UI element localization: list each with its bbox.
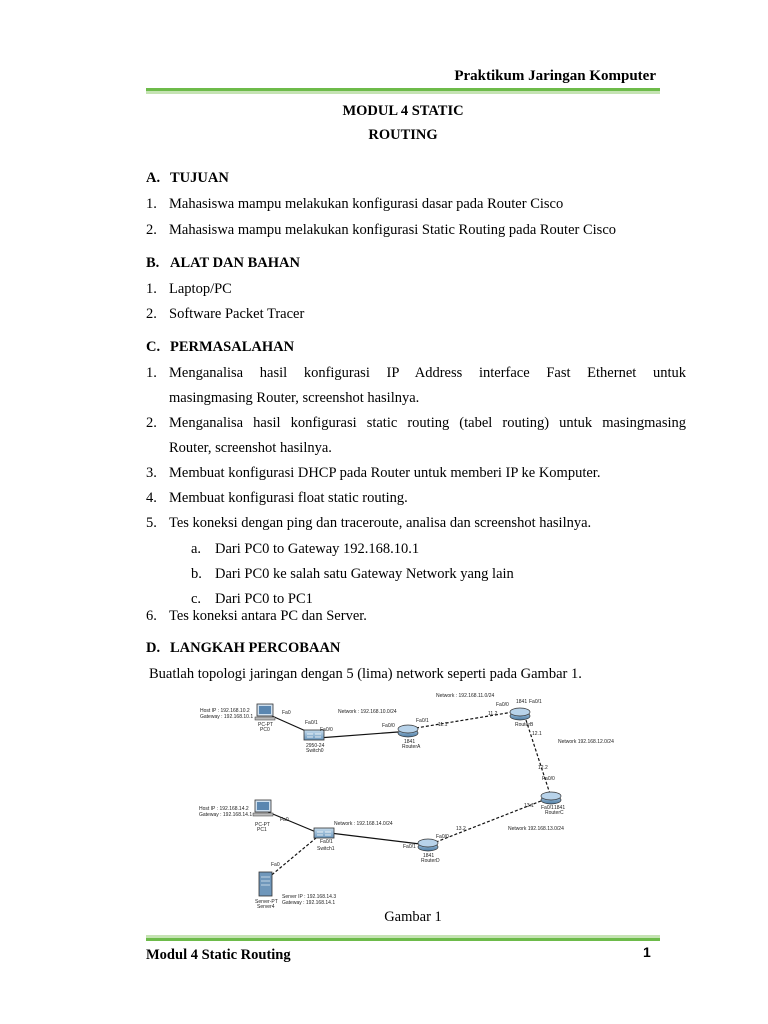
svg-text:11.1: 11.1: [438, 722, 448, 728]
footer-divider: [146, 935, 660, 941]
svg-text:Host IP : 192.168.14.2: Host IP : 192.168.14.2: [199, 806, 249, 812]
section-b-heading: [146, 255, 300, 272]
svg-text:12.2: 12.2: [538, 765, 548, 771]
list-item: 6. Tes koneksi antara PC dan Server.: [146, 608, 367, 624]
section-letter: C.: [146, 339, 161, 355]
svg-text:Switch1: Switch1: [317, 846, 335, 852]
list-item: 5. Tes koneksi dengan ping dan traceroute, analisa dan screenshot hasilnya.: [146, 515, 592, 531]
svg-text:Fa0/1: Fa0/1: [416, 718, 429, 724]
page-number: 1: [643, 944, 651, 960]
svg-text:11.2: 11.2: [488, 711, 498, 717]
svg-text:1841: 1841: [423, 853, 435, 859]
svg-text:RouterC: RouterC: [545, 810, 564, 816]
svg-text:1841: 1841: [404, 739, 416, 745]
list-item: 1. Menganalisa hasil konfigurasi IP Address interface Fast Ethernet untuk masingmasing Router, screenshot hasilnya.: [146, 365, 686, 406]
list-item: 2. Menganalisa hasil konfigurasi static routing (tabel routing) untuk masingmasing Router, screenshot hasilnya.: [146, 415, 686, 456]
svg-text:Server-PT: Server-PT: [255, 899, 278, 905]
server4-icon: [259, 872, 272, 896]
svg-text:Network 192.168.13.0/24: Network 192.168.13.0/24: [508, 826, 564, 832]
svg-text:Fa0: Fa0: [282, 710, 291, 716]
svg-text:RouterD: RouterD: [421, 858, 440, 864]
svg-text:Gateway : 192.168.14.1: Gateway : 192.168.14.1: [199, 812, 253, 818]
svg-text:Fa0: Fa0: [271, 862, 280, 868]
routerc-icon: [541, 792, 561, 804]
section-title: LANGKAH PERCOBAAN: [170, 640, 341, 656]
svg-text:Host IP : 192.168.10.2: Host IP : 192.168.10.2: [200, 708, 250, 714]
svg-text:Fa0/0: Fa0/0: [382, 723, 395, 729]
svg-text:13.1: 13.1: [524, 803, 534, 809]
section-letter: D.: [146, 640, 161, 656]
svg-text:Network : 192.168.10.0/24: Network : 192.168.10.0/24: [338, 709, 397, 715]
sub-item: a. Dari PC0 to Gateway 192.168.10.1: [191, 541, 420, 557]
list-item: 1. Mahasiswa mampu melakukan konfigurasi dasar pada Router Cisco: [146, 196, 564, 212]
svg-text:Gateway : 192.168.14.1: Gateway : 192.168.14.1: [282, 900, 336, 906]
section-d-heading: [146, 640, 340, 657]
sub-item: c. Dari PC0 to PC1: [191, 591, 313, 607]
svg-text:PC-PT: PC-PT: [258, 722, 273, 728]
svg-text:Fa0/0: Fa0/0: [496, 702, 509, 708]
svg-text:13.2: 13.2: [456, 826, 466, 832]
figure-caption: Gambar 1: [384, 909, 442, 925]
svg-text:Fa0/0: Fa0/0: [320, 727, 333, 733]
svg-text:Network 192.168.12.0/24: Network 192.168.12.0/24: [558, 739, 614, 745]
document-title-line2: ROUTING: [368, 127, 438, 143]
svg-text:Switch0: Switch0: [306, 748, 324, 754]
svg-text:PC1: PC1: [257, 827, 267, 833]
svg-text:1841: 1841: [516, 699, 528, 705]
section-a-heading: [146, 170, 229, 187]
section-letter: A.: [146, 170, 161, 186]
svg-text:12.1: 12.1: [532, 731, 542, 737]
svg-text:Gateway : 192.168.10.1: Gateway : 192.168.10.1: [200, 714, 254, 720]
section-letter: B.: [146, 255, 160, 271]
svg-text:Server4: Server4: [257, 904, 275, 910]
sub-item: b. Dari PC0 ke salah satu Gateway Network yang lain: [191, 566, 514, 582]
list-item: 4. Membuat konfigurasi float static routing.: [146, 490, 408, 506]
link-server-switch1: [268, 838, 316, 878]
footer-title: Modul 4 Static Routing: [146, 947, 291, 963]
svg-text:Server IP : 192.168.14.3: Server IP : 192.168.14.3: [282, 894, 337, 900]
svg-text:PC0: PC0: [260, 727, 270, 733]
list-item: 2. Mahasiswa mampu melakukan konfigurasi Static Routing pada Router Cisco: [146, 222, 617, 238]
svg-text:1841: 1841: [554, 805, 566, 811]
pc1-icon: [253, 800, 273, 816]
pc0-icon: [255, 704, 275, 720]
svg-text:Fa0/1: Fa0/1: [403, 844, 416, 850]
svg-text:Fa0/1: Fa0/1: [541, 805, 554, 811]
document-title-line1: MODUL 4 STATIC: [342, 103, 464, 119]
link-pc1-switch1: [268, 812, 316, 832]
header-divider: [146, 88, 660, 94]
svg-text:Network : 192.168.11.0/24: Network : 192.168.11.0/24: [436, 693, 495, 699]
svg-text:Fa0/0: Fa0/0: [542, 776, 555, 782]
list-item: 2. Software Packet Tracer: [146, 306, 305, 322]
list-item: 1. Laptop/PC: [146, 281, 232, 297]
section-c-heading: [146, 339, 294, 356]
link-switch1-routerd: [330, 833, 420, 844]
link-pc0-switch0: [272, 716, 308, 732]
section-title: TUJUAN: [170, 170, 229, 186]
routerd-icon: [418, 839, 438, 851]
section-d-intro: Buatlah topologi jaringan dengan 5 (lima) network seperti pada Gambar 1.: [149, 666, 582, 682]
switch1-icon: [314, 828, 334, 838]
routerb-icon: [510, 708, 530, 720]
section-title: ALAT DAN BAHAN: [170, 255, 300, 271]
svg-text:Fa0/1: Fa0/1: [320, 839, 333, 845]
svg-text:2950-24: 2950-24: [306, 743, 325, 749]
routera-icon: [398, 725, 418, 737]
link-routera-routerb: [416, 712, 513, 728]
svg-text:RouterA: RouterA: [402, 744, 421, 750]
svg-text:Fa0/1: Fa0/1: [529, 699, 542, 705]
svg-text:Fa0: Fa0: [280, 817, 289, 823]
svg-text:Fa0/0: Fa0/0: [436, 834, 449, 840]
svg-text:Network : 192.168.14.0/24: Network : 192.168.14.0/24: [334, 821, 393, 827]
svg-text:RouterB: RouterB: [515, 722, 534, 728]
svg-text:PC-PT: PC-PT: [255, 822, 270, 828]
svg-text:Fa0/1: Fa0/1: [305, 720, 318, 726]
network-topology-diagram: [198, 688, 614, 910]
header-title: Praktikum Jaringan Komputer: [454, 68, 656, 84]
section-title: PERMASALAHAN: [170, 339, 295, 355]
list-item: 3. Membuat konfigurasi DHCP pada Router untuk memberi IP ke Komputer.: [146, 465, 601, 481]
